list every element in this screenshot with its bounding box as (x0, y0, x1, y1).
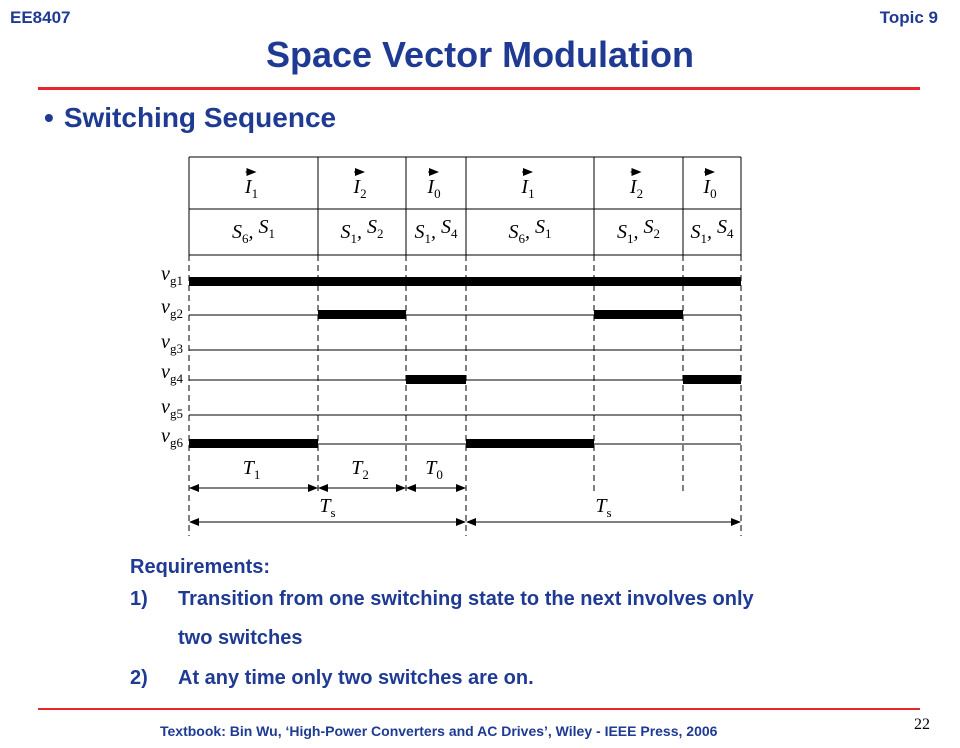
timing-arrows (190, 457, 740, 522)
gate-signal-label: $v_{g4}$ (161, 361, 183, 386)
vector-label: $I_2$ (353, 176, 367, 201)
slide-title: Space Vector Modulation (265, 34, 695, 75)
switch-pair-label: $S_1$, $S_4$ (414, 216, 458, 246)
course-code: EE8407 (10, 8, 71, 27)
gate-signal-label: $v_{g6}$ (161, 425, 183, 450)
footer-divider (38, 708, 920, 710)
requirement-1-cont: two switches (178, 627, 303, 649)
switch-pair-label: $S_1$, $S_4$ (690, 216, 734, 246)
period-label: $T_s$ (319, 495, 336, 520)
requirements-heading: Requirements: (130, 556, 271, 578)
vector-label: $I_1$ (521, 176, 535, 201)
footer-citation: Textbook: Bin Wu, ‘High-Power Converters and AC Drives’, Wiley - IEEE Press, 2006 (160, 723, 718, 739)
period-label: $T_s$ (595, 495, 612, 520)
gate-signal-traces (189, 277, 741, 448)
switch-pair-label: $S_1$, $S_2$ (617, 216, 660, 246)
gate-signal-label: $v_{g1}$ (161, 263, 183, 288)
requirement-2-line1: At any time only two switches are on. (178, 667, 534, 689)
gate-signal-label: $v_{g3}$ (161, 331, 183, 356)
interval-label: $T_0$ (425, 457, 443, 482)
interval-label: $T_1$ (242, 457, 261, 482)
vector-label: $I_2$ (629, 176, 644, 201)
vector-label: $I_0$ (427, 176, 441, 201)
vector-label: $I_0$ (703, 176, 717, 201)
gate-on-bar (594, 310, 683, 319)
table-grid (189, 157, 741, 536)
gate-on-bar (189, 277, 741, 286)
gate-on-bar (683, 375, 741, 384)
section-heading-text: Switching Sequence (63, 102, 337, 133)
gate-on-bar (406, 375, 466, 384)
switch-pair-label: $S_1$, $S_2$ (340, 216, 384, 246)
gate-on-bar (318, 310, 406, 319)
gate-on-bar (189, 439, 318, 448)
requirement-1-line1: Transition from one switching state to the next involves only (178, 588, 754, 610)
topic-label: Topic 9 (879, 8, 938, 27)
gate-signal-label: $v_{g5}$ (161, 396, 183, 421)
interval-label: $T_2$ (351, 457, 369, 482)
requirement-2-number: 2) (130, 667, 148, 689)
gate-signal-label: $v_{g2}$ (161, 296, 183, 321)
bullet-dot: • (44, 102, 54, 133)
gate-on-bar (466, 439, 594, 448)
vector-label: $I_1$ (244, 176, 259, 201)
requirement-2 (130, 667, 534, 690)
switch-pair-label: $S_6$, $S_1$ (508, 216, 552, 246)
requirement-1-number: 1) (130, 588, 148, 610)
switch-pair-label: $S_6$, $S_1$ (232, 216, 275, 246)
page-number: 22 (914, 716, 930, 733)
requirement-1 (130, 588, 754, 611)
